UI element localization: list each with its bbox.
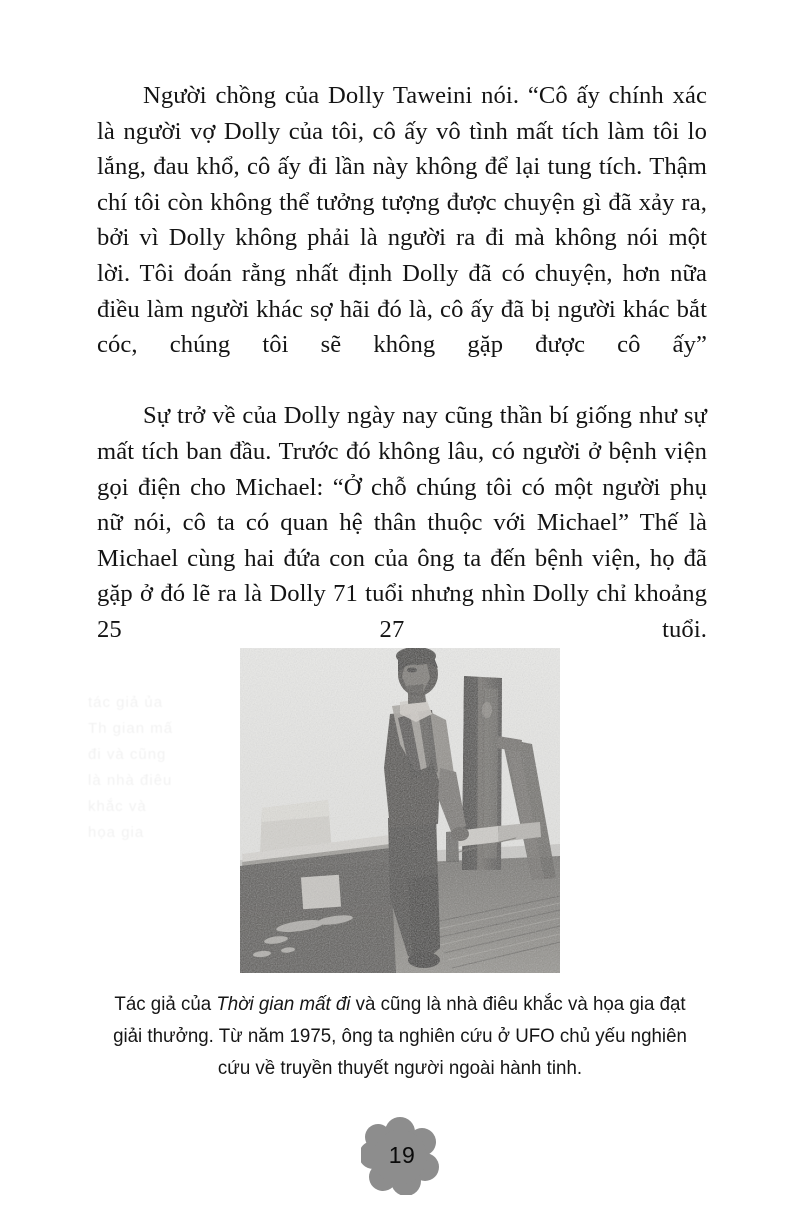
paragraph-2: Sự trở về của Dolly ngày nay cũng thần bí giống như sự mất tích ban đầu. Trước đó không lâu, có người ở bệnh viện gọi điện cho Michael: “Ở chỗ chúng tôi có một người phụ nữ nói, cô ta có quan hệ thân thuộc với Michael” Thế là Michael cùng hai đứa con của ông ta đến bệnh viện, họ đã gặp ở đó lẽ ra là Dolly 71 tuổi nhưng nhìn Dolly chỉ khoảng 25 27 tuổi. [97,402,707,643]
caption-text-before-title: Tác giả của [114,993,217,1015]
figure-photo [240,648,560,973]
figure-caption [107,988,693,1084]
page-number-label: 19 [388,1142,416,1168]
photo-frame [240,648,560,973]
body-text-block [97,78,707,683]
paragraph-1: Người chồng của Dolly Taweini nói. “Cô ấy chính xác là người vợ Dolly của tôi, cô ấy vô tình mất tích làm tôi lo lắng, đau khổ, cô ấy đi lần này không để lại tung tích. Thậm chí tôi còn không thể tưởng tượng được chuyện gì đã xảy ra, bởi vì Dolly không phải là người ra đi mà không nói một lời. Tôi đoán rằng nhất định Dolly đã có chuyện, hơn nữa điều làm người khác sợ hãi đó là, cô ấy đã bị người khác bắt cóc, chúng tôi sẽ không gặp được cô ấy” [97,82,707,359]
caption-book-title: Thời gian mất đi [216,993,351,1015]
caption-text-after-title: và cũng là nhà điêu khắc và họa gia đạt giải thưởng. Từ năm 1975, ông ta nghiên cứu ở UFO chủ yếu nghiên cứu về truyền thuyết người ngoài hành tinh. [113,993,687,1079]
page-number-ornament [0,1112,800,1198]
margin-showthrough-artifact: tác giả ủa Th gian mấ đi và cũng là nhà điêu khắc và họa gia [88,694,174,841]
photograph-image [240,648,560,973]
